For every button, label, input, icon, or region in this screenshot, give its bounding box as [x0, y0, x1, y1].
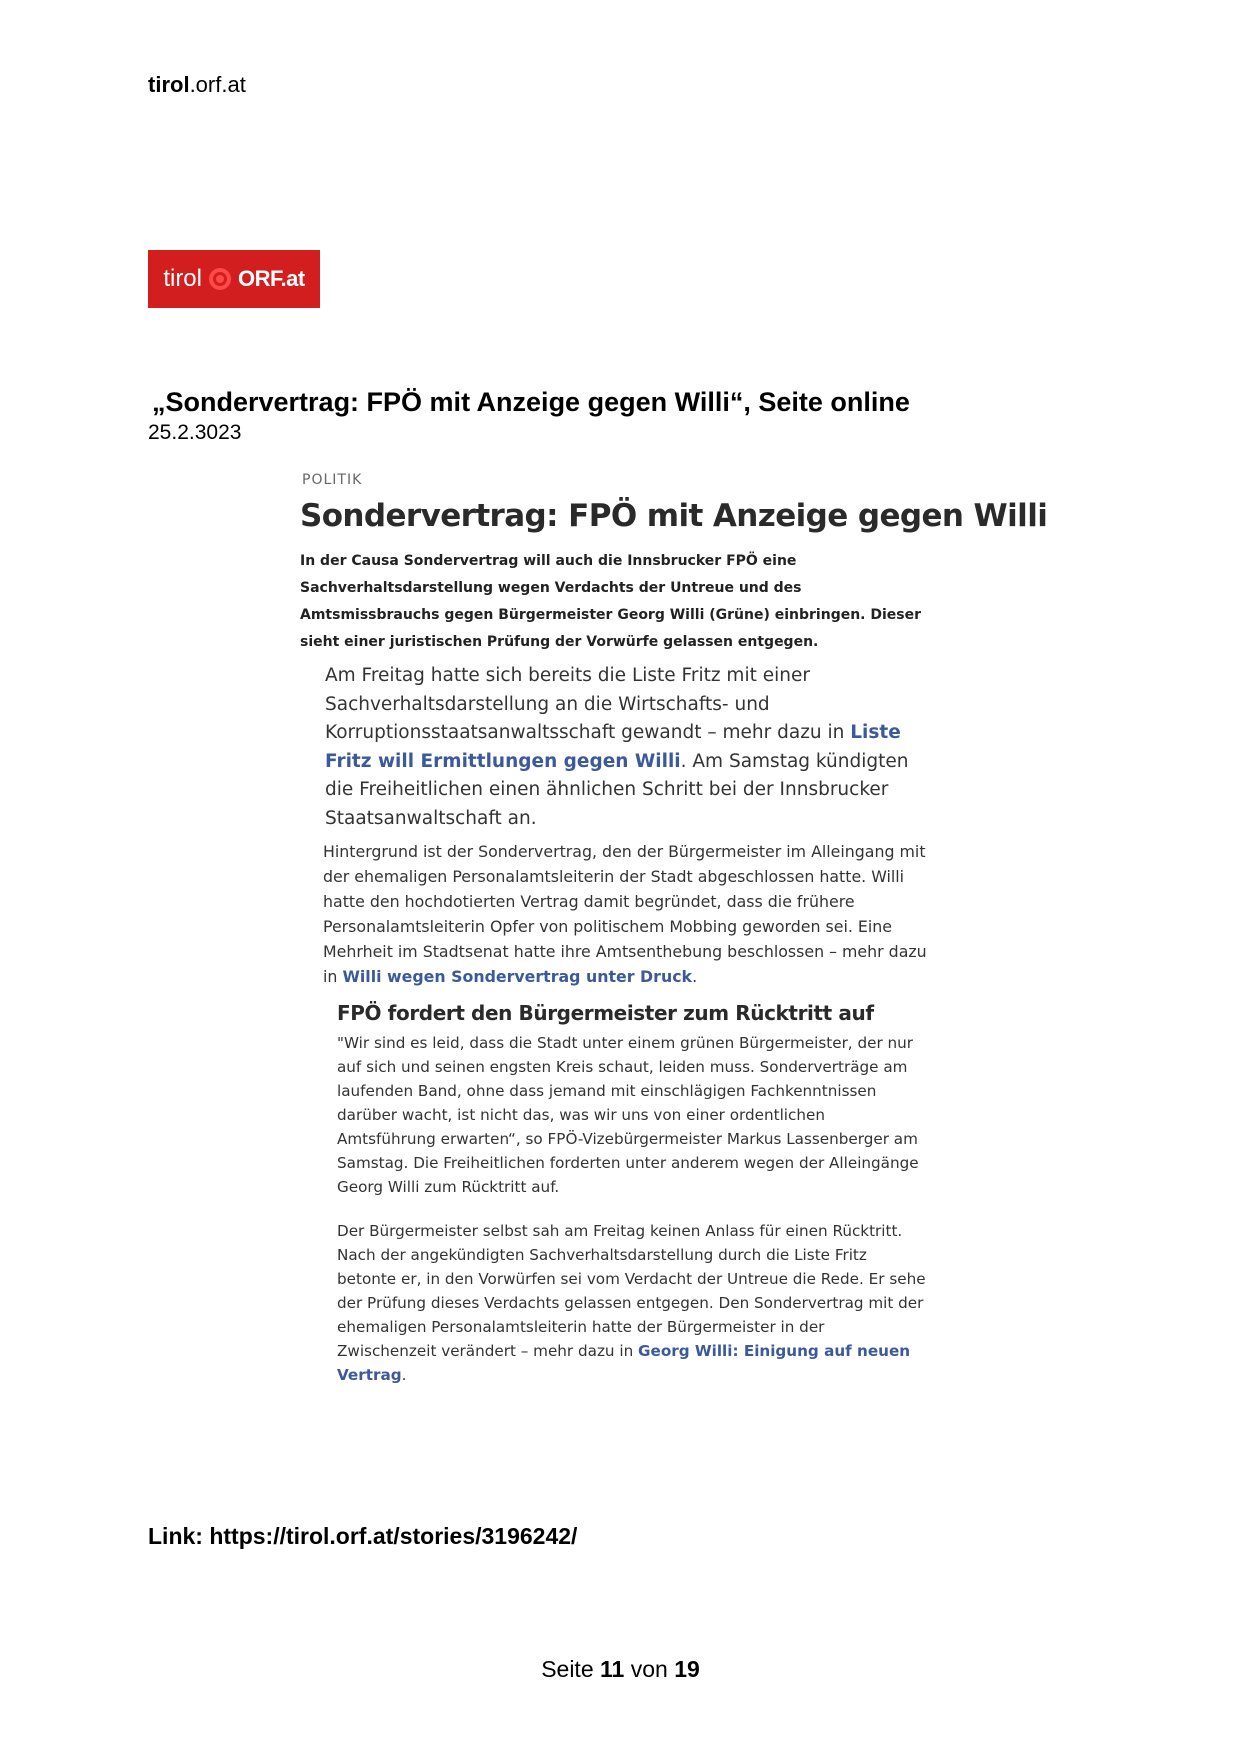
article-paragraph-3: "Wir sind es leid, dass die Stadt unter einem grünen Bürgermeister, der nur auf sich und seinen engsten Kreis schaut, leiden muss. Sonderverträge am laufenden Band, ohne dass jemand mit einschlägigen Fachkenntnissen darüber wacht, ist nicht das, was wir uns von einer ordentlichen Amtsführung erwarten“, so FPÖ-Vizebürgermeister Markus Lassenberger am Samstag. Die Freiheitlichen forderten unter anderem wegen der Alleingänge Georg Willi zum Rücktritt auf.	[337, 1034, 919, 1196]
document-title: „Sondervertrag: FPÖ mit Anzeige gegen Willi“, Seite online	[152, 387, 910, 417]
page-middle: von	[630, 1656, 668, 1682]
page-total: 19	[674, 1656, 700, 1682]
paragraph-text: Am Freitag hatte sich bereits die Liste Fritz mit einer Sachverhaltsdarstellung an die Wirtschafts- und Korruptionsstaatsanwaltsschaft gewandt – mehr dazu in	[325, 665, 851, 743]
page-prefix: Seite	[541, 1656, 594, 1682]
document-date: 25.2.3023	[148, 421, 242, 444]
orf-eye-icon	[208, 267, 232, 291]
paragraph-text: Der Bürgermeister selbst sah am Freitag keinen Anlass für einen Rücktritt. Nach der angekündigten Sachverhaltsdarstellung durch die Liste Fritz betonte er, in den Vorwürfen sei vom Verdacht der Untreue die Rede. Er sehe der Prüfung dieses Verdachts gelassen entgegen. Den Sondervertrag mit der ehemaligen Personalamtsleiterin hatte der Bürgermeister in der Zwischenzeit verändert – mehr dazu in	[337, 1222, 926, 1360]
article-lead: In der Causa Sondervertrag will auch die Innsbrucker FPÖ eine Sachverhaltsdarstellung wegen Verdachts der Untreue und des Amtsmissbrauchs gegen Bürgermeister Georg Willi (Grüne) einbringen. Dieser sieht einer juristischen Prüfung der Vorwürfe gelassen entgegen.	[300, 553, 922, 650]
article-subheading: FPÖ fordert den Bürgermeister zum Rücktritt auf	[337, 1001, 874, 1025]
article-category: POLITIK	[302, 472, 363, 488]
link-liste-fritz[interactable]: Liste Fritz will Ermittlungen gegen Willi	[325, 722, 901, 772]
paragraph-text: . Am Samstag kündigten die Freiheitlichen einen ähnlichen Schritt bei der Innsbrucker Staatsanwaltschaft an.	[325, 750, 909, 829]
paragraph-text: Hintergrund ist der Sondervertrag, den der Bürgermeister im Alleingang mit der ehemaligen Personalamtsleiterin der Stadt abgeschlossen hatte. Willi hatte den hochdotierten Vertrag damit begründet, dass die frühere Personalamtsleiterin Opfer von politischem Mobbing geworden sei. Eine Mehrheit im Stadtsenat hatte ihre Amtsenthebung beschlossen – mehr dazu in	[323, 842, 927, 986]
link-willi-unter-druck[interactable]: Willi wegen Sondervertrag unter Druck	[342, 967, 693, 986]
source-link[interactable]: Link: https://tirol.orf.at/stories/3196242/	[148, 1523, 578, 1549]
article-paragraph-2	[323, 839, 935, 989]
article-paragraph-4	[337, 1219, 927, 1387]
source-host-bold: tirol	[148, 72, 190, 97]
article-paragraph-1	[325, 662, 935, 833]
source-host	[148, 72, 246, 98]
paragraph-text: .	[401, 1366, 407, 1384]
link-einigung-neuer-vertrag[interactable]: Georg Willi: Einigung auf neuen Vertrag	[337, 1342, 911, 1384]
page-current: 11	[600, 1656, 625, 1682]
logo-brand-text: ORF.at	[237, 266, 305, 291]
article-headline: Sondervertrag: FPÖ mit Anzeige gegen Willi	[300, 498, 1048, 534]
page-number	[0, 1656, 1241, 1683]
article-clipping	[300, 472, 1048, 1407]
orf-tirol-logo	[148, 250, 320, 308]
paragraph-text: .	[692, 967, 698, 986]
source-host-rest: .orf.at	[189, 72, 246, 97]
logo-region-text: tirol	[163, 265, 202, 292]
